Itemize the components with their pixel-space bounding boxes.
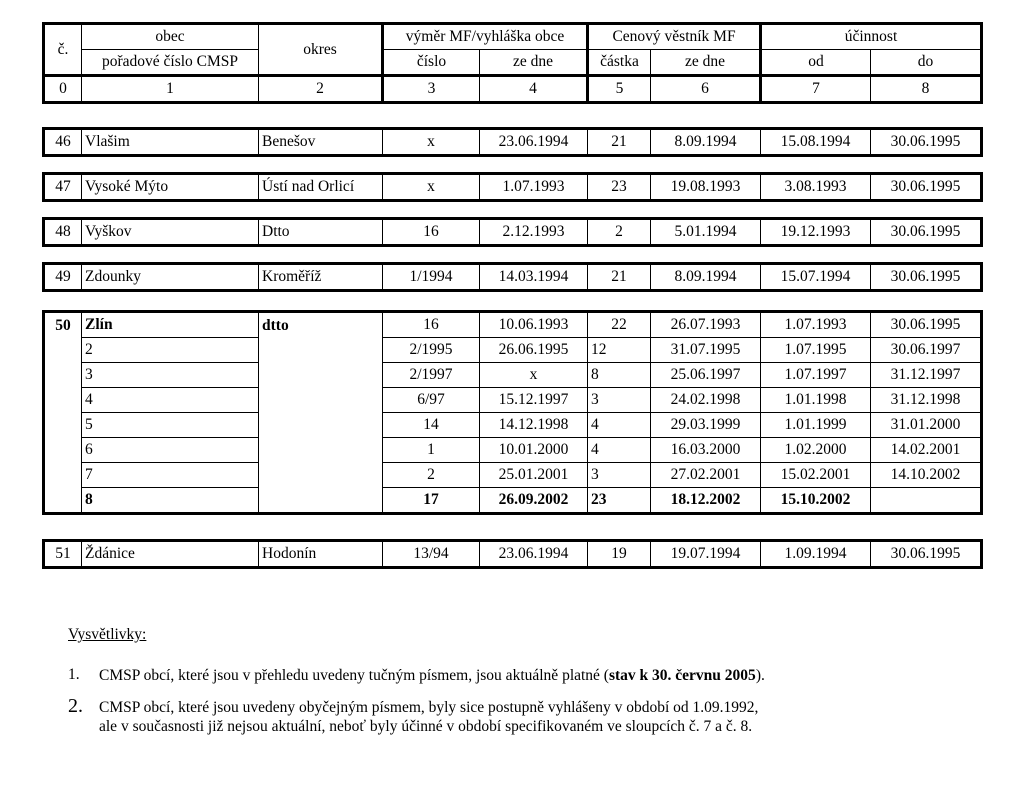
notes-title: Vysvětlivky:: [68, 626, 147, 643]
header-cislo: číslo: [383, 50, 480, 76]
cell-zedne: 1.07.1993: [480, 174, 588, 201]
header-index-4: 4: [480, 76, 588, 103]
header-vestnik: Cenový věstník MF: [588, 24, 761, 50]
zlin-od-5: 1.02.2000: [761, 438, 871, 463]
cell-vzedne: 8.09.1994: [651, 264, 761, 291]
zlin-zedne-3: 15.12.1997: [480, 388, 588, 413]
cell-c: 47: [44, 174, 82, 201]
zlin-vzedne-2: 25.06.1997: [651, 363, 761, 388]
zlin-vzedne-4: 29.03.1999: [651, 413, 761, 438]
zlin-castka-1: 12: [588, 338, 651, 363]
cell-okres: Ústí nad Orlicí: [259, 174, 383, 201]
cell-zedne: 23.06.1994: [480, 541, 588, 568]
zlin-zedne-7: 26.09.2002: [480, 488, 588, 514]
cell-do: 30.06.1995: [871, 174, 982, 201]
zlin-castka-0: 22: [588, 312, 651, 338]
zlin-obec-0: Zlín: [82, 312, 259, 338]
cell-od: 1.09.1994: [761, 541, 871, 568]
header-ucinnost: účinnost: [761, 24, 982, 50]
zlin-castka-3: 3: [588, 388, 651, 413]
header-index-0: 0: [44, 76, 82, 103]
zlin-od-1: 1.07.1995: [761, 338, 871, 363]
cell-obec: Vyškov: [82, 219, 259, 246]
cell-zedne: 14.03.1994: [480, 264, 588, 291]
cell-od: 19.12.1993: [761, 219, 871, 246]
header-zedne-1: ze dne: [480, 50, 588, 76]
zlin-cislo-2: 2/1997: [383, 363, 480, 388]
cell-cislo: x: [383, 129, 480, 156]
cell-castka: 21: [588, 129, 651, 156]
zlin-od-2: 1.07.1997: [761, 363, 871, 388]
notes: [68, 626, 968, 735]
zlin-castka-6: 3: [588, 463, 651, 488]
cell-zedne: 2.12.1993: [480, 219, 588, 246]
zlin-cislo-1: 2/1995: [383, 338, 480, 363]
zlin-obec-4: 5: [82, 413, 259, 438]
zlin-zedne-4: 14.12.1998: [480, 413, 588, 438]
zlin-do-1: 30.06.1997: [871, 338, 982, 363]
zlin-od-0: 1.07.1993: [761, 312, 871, 338]
cell-od: 15.08.1994: [761, 129, 871, 156]
cell-obec: Zdounky: [82, 264, 259, 291]
cell-castka: 19: [588, 541, 651, 568]
header-index-6: 6: [651, 76, 761, 103]
cell-od: 15.07.1994: [761, 264, 871, 291]
cell-okres: Hodonín: [259, 541, 383, 568]
cell-c: 49: [44, 264, 82, 291]
zlin-obec-7: 8: [82, 488, 259, 514]
note-2-line-2: ale v současnosti již nejsou aktuální, neboť byly účinné v období specifikovaném ve sloupcích č. 7 a č. 8.: [99, 718, 753, 735]
cell-okres: Dtto: [259, 219, 383, 246]
header-index-1: 1: [82, 76, 259, 103]
note-1-text-a: CMSP obcí, které jsou v přehledu uvedeny tučným písmem, jsou aktuálně platné (: [99, 667, 609, 684]
zlin-block: [42, 310, 983, 515]
header-table: [42, 22, 983, 104]
cell-castka: 2: [588, 219, 651, 246]
zlin-cislo-0: 16: [383, 312, 480, 338]
header-poradove: pořadové číslo CMSP: [82, 50, 259, 76]
note-1-text: [99, 666, 765, 685]
cell-cislo: 13/94: [383, 541, 480, 568]
zlin-do-2: 31.12.1997: [871, 363, 982, 388]
row-46: [42, 127, 983, 157]
header-do: do: [871, 50, 982, 76]
row-51: [42, 539, 983, 569]
zlin-vzedne-6: 27.02.2001: [651, 463, 761, 488]
zlin-obec-6: 7: [82, 463, 259, 488]
zlin-do-7: [871, 488, 982, 514]
zlin-obec-2: 3: [82, 363, 259, 388]
cell-cislo: 1/1994: [383, 264, 480, 291]
zlin-zedne-1: 26.06.1995: [480, 338, 588, 363]
zlin-okres: dtto: [259, 312, 383, 514]
zlin-zedne-2: x: [480, 363, 588, 388]
zlin-od-4: 1.01.1999: [761, 413, 871, 438]
zlin-vzedne-0: 26.07.1993: [651, 312, 761, 338]
cell-obec: Vlašim: [82, 129, 259, 156]
zlin-zedne-0: 10.06.1993: [480, 312, 588, 338]
zlin-do-3: 31.12.1998: [871, 388, 982, 413]
zlin-castka-7: 23: [588, 488, 651, 514]
cell-vzedne: 8.09.1994: [651, 129, 761, 156]
cell-c: 46: [44, 129, 82, 156]
header-index-7: 7: [761, 76, 871, 103]
zlin-cislo-6: 2: [383, 463, 480, 488]
header-index-3: 3: [383, 76, 480, 103]
cell-cislo: 16: [383, 219, 480, 246]
zlin-do-5: 14.02.2001: [871, 438, 982, 463]
cell-do: 30.06.1995: [871, 264, 982, 291]
zlin-vzedne-1: 31.07.1995: [651, 338, 761, 363]
note-1-number: 1.: [68, 666, 80, 683]
zlin-vzedne-7: 18.12.2002: [651, 488, 761, 514]
header-cislo-radku: č.: [44, 24, 82, 76]
zlin-zedne-5: 10.01.2000: [480, 438, 588, 463]
cell-do: 30.06.1995: [871, 129, 982, 156]
note-2-text: [99, 698, 758, 736]
cell-obec: Ždánice: [82, 541, 259, 568]
row-47: [42, 172, 983, 202]
zlin-c: 50: [44, 312, 82, 514]
header-vymer: výměr MF/vyhláška obce: [383, 24, 588, 50]
zlin-do-0: 30.06.1995: [871, 312, 982, 338]
zlin-obec-1: 2: [82, 338, 259, 363]
zlin-od-6: 15.02.2001: [761, 463, 871, 488]
cell-vzedne: 5.01.1994: [651, 219, 761, 246]
zlin-cislo-4: 14: [383, 413, 480, 438]
zlin-castka-4: 4: [588, 413, 651, 438]
zlin-od-7: 15.10.2002: [761, 488, 871, 514]
zlin-obec-3: 4: [82, 388, 259, 413]
zlin-cislo-7: 17: [383, 488, 480, 514]
zlin-zedne-6: 25.01.2001: [480, 463, 588, 488]
row-49: [42, 262, 983, 292]
note-2-line-1: CMSP obcí, které jsou uvedeny obyčejným písmem, byly sice postupně vyhlášeny v období od 1.09.1992,: [99, 699, 759, 716]
cell-do: 30.06.1995: [871, 219, 982, 246]
header-castka: částka: [588, 50, 651, 76]
cell-okres: Benešov: [259, 129, 383, 156]
cell-zedne: 23.06.1994: [480, 129, 588, 156]
cell-cislo: x: [383, 174, 480, 201]
cell-vzedne: 19.08.1993: [651, 174, 761, 201]
zlin-cislo-3: 6/97: [383, 388, 480, 413]
header-okres: okres: [259, 24, 383, 76]
zlin-vzedne-3: 24.02.1998: [651, 388, 761, 413]
header-index-5: 5: [588, 76, 651, 103]
zlin-vzedne-5: 16.03.2000: [651, 438, 761, 463]
header-od: od: [761, 50, 871, 76]
header-index-8: 8: [871, 76, 982, 103]
zlin-castka-5: 4: [588, 438, 651, 463]
note-1-text-c: ).: [755, 667, 765, 684]
cell-castka: 23: [588, 174, 651, 201]
cell-c: 51: [44, 541, 82, 568]
zlin-cislo-5: 1: [383, 438, 480, 463]
cell-do: 30.06.1995: [871, 541, 982, 568]
cell-okres: Kroměříž: [259, 264, 383, 291]
zlin-do-4: 31.01.2000: [871, 413, 982, 438]
note-1-text-bold: stav k 30. červnu 2005: [608, 667, 756, 684]
header-index-2: 2: [259, 76, 383, 103]
cell-vzedne: 19.07.1994: [651, 541, 761, 568]
zlin-obec-5: 6: [82, 438, 259, 463]
cell-c: 48: [44, 219, 82, 246]
cell-obec: Vysoké Mýto: [82, 174, 259, 201]
cell-od: 3.08.1993: [761, 174, 871, 201]
zlin-do-6: 14.10.2002: [871, 463, 982, 488]
zlin-castka-2: 8: [588, 363, 651, 388]
header-obec: obec: [82, 24, 259, 50]
cell-castka: 21: [588, 264, 651, 291]
note-2-number: 2.: [68, 695, 83, 717]
row-48: [42, 217, 983, 247]
header-zedne-2: ze dne: [651, 50, 761, 76]
zlin-od-3: 1.01.1998: [761, 388, 871, 413]
